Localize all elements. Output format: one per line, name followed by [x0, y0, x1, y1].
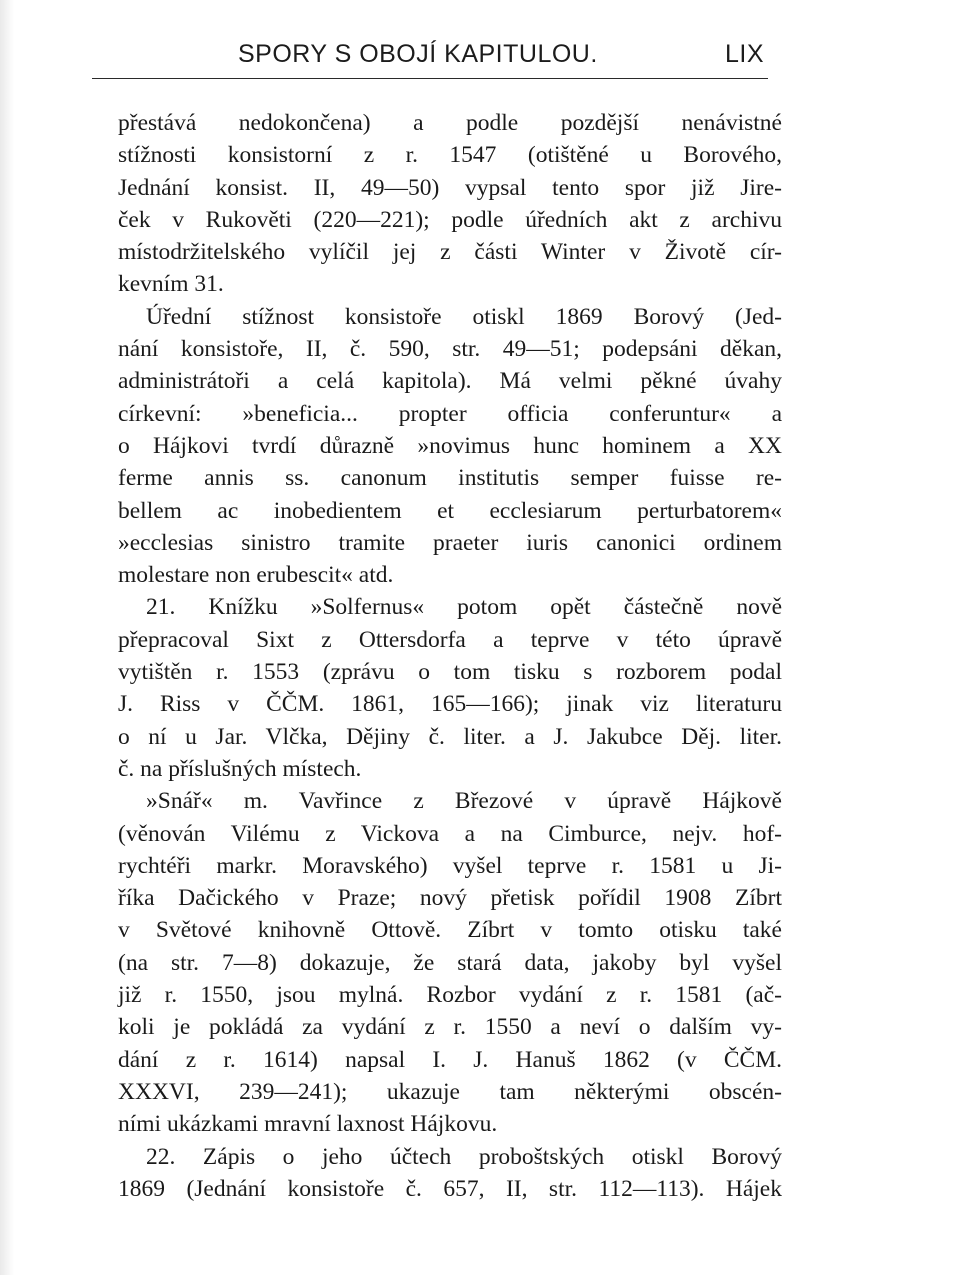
page-header: [92, 38, 768, 79]
text-line: 21. Knížku »Solfernus« potom opět částečně nově: [146, 594, 782, 621]
text-line: přestává nedokončena) a podle pozdější nenávistné: [118, 110, 782, 136]
running-title: SPORY S OBOJÍ KAPITULOU.: [238, 40, 598, 68]
text-line: koli je pokládá za vydání z r. 1550 a neví o dalším vy-: [118, 1014, 782, 1041]
text-line: (na str. 7—8) dokazuje, že stará data, jakoby byl vyšel: [118, 949, 782, 976]
text-line: rychtéři markr. Moravského) vyšel teprve r. 1581 u Ji-: [118, 852, 782, 879]
text-line: již r. 1550, jsou mylná. Rozbor vydání z r. 1581 (ač-: [118, 982, 782, 1009]
text-line: administrátoři a celá kapitola). Má velmi pěkné úvahy: [118, 368, 782, 395]
text-line: ček v Rukověti (220—221); podle úředních akt z archivu: [118, 206, 782, 233]
page-number: LIX: [724, 40, 764, 68]
scan-edge-shadow: [0, 0, 14, 1275]
text-line: nání konsistoře, II, č. 590, str. 49—51; podepsáni děkan,: [118, 336, 782, 363]
text-line: přepracoval Sixt z Ottersdorfa a teprve v této úpravě: [118, 626, 782, 653]
text-line: J. Riss v ČČM. 1861, 165—166); jinak viz literaturu: [118, 691, 782, 718]
text-line: »Snář« m. Vavřince z Březové v úpravě Hájkově: [146, 788, 782, 815]
text-line: (věnován Vilému z Vickova a na Cimburce, nejv. hof-: [118, 820, 782, 847]
text-line: »ecclesias sinistro tramite praeter iuris canonici ordinem: [118, 529, 782, 556]
text-line: o Hájkovi tvrdí důrazně »novimus hunc hominem a XX: [118, 432, 782, 459]
text-line: bellem ac inobedientem et ecclesiarum perturbatorem«: [118, 497, 782, 524]
text-line: Úřední stížnost konsistoře otiskl 1869 Borový (Jed-: [146, 303, 782, 330]
text-line: Jednání konsist. II, 49—50) vypsal tento spor již Jire-: [118, 174, 782, 201]
text-line: ními ukázkami mravní laxnost Hájkovu.: [118, 1111, 498, 1138]
text-line: č. na příslušných místech.: [118, 755, 362, 782]
text-line: kevním 31.: [118, 271, 224, 298]
text-line: církevní: »beneficia... propter officia conferuntur« a: [118, 400, 782, 427]
text-line: dání z r. 1614) napsal I. J. Hanuš 1862 (v ČČM.: [118, 1046, 782, 1073]
text-line: stížnosti konsistorní z r. 1547 (otištěné u Borového,: [118, 142, 782, 169]
text-line: v Světové knihovně Ottově. Zíbrt v tomto otisku také: [118, 917, 782, 944]
text-line: vytištěn r. 1553 (zprávu o tom tisku s rozborem podal: [118, 659, 782, 686]
text-line: říka Dačického v Praze; nový přetisk pořídil 1908 Zíbrt: [118, 885, 782, 912]
body-text: [118, 107, 782, 1205]
text-line: 22. Zápis o jeho účtech proboštských otiskl Borový: [146, 1143, 782, 1170]
text-line: molestare non erubescit« atd.: [118, 562, 394, 589]
text-line: místodržitelského vylíčil jej z části Winter v Životě cír-: [118, 239, 782, 266]
text-line: 1869 (Jednání konsistoře č. 657, II, str. 112—113). Hájek: [118, 1175, 782, 1202]
text-line: ferme annis ss. canonum institutis semper fuisse re-: [118, 465, 782, 492]
text-line: XXXVI, 239—241); ukazuje tam některými obscén-: [118, 1078, 782, 1105]
text-line: o ní u Jar. Vlčka, Dějiny č. liter. a J. Jakubce Děj. liter.: [118, 723, 782, 750]
